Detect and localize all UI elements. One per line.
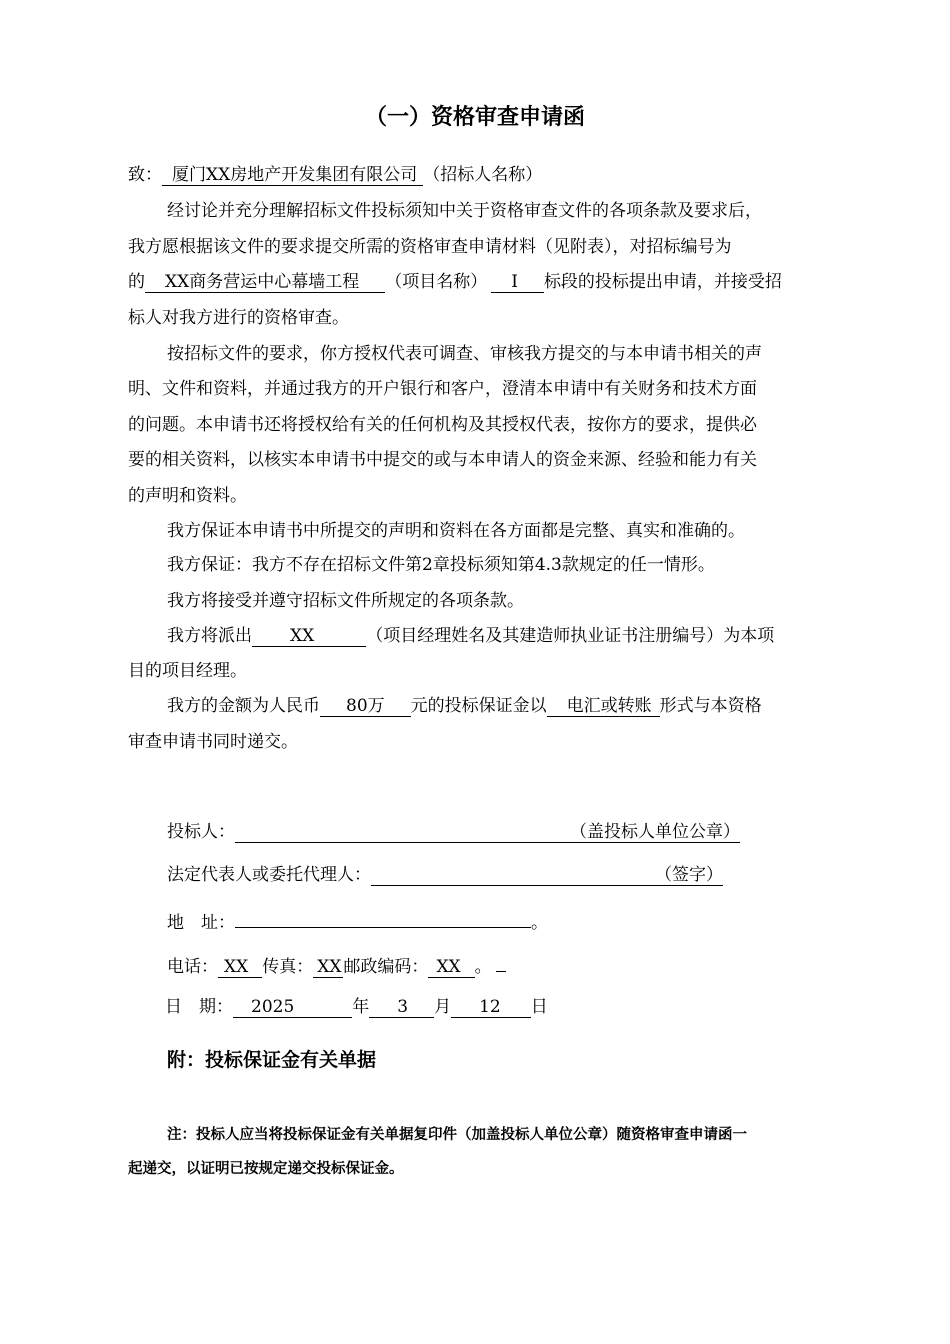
date-line [165,995,548,1019]
p6-a: 我方将派出 [167,626,252,646]
month-unit: 月 [434,997,452,1017]
p6-line2: 目的项目经理。 [128,661,247,681]
p2-line2: 明、文件和资料，并通过我方的开户银行和客户，澄清本申请中有关财务和技术方面 [128,379,757,399]
p1-line3-b: （项目名称） [385,272,488,292]
address-field [235,907,531,928]
p1-line2: 我方愿根据该文件的要求提交所需的资格审查申请材料（见附表），对招标编号为 [128,237,732,257]
addr-label: 地 址： [167,913,235,933]
project-manager: XX [252,626,366,647]
p1-line4: 标人对我方进行的资格审查。 [128,308,349,328]
attachment-heading: 附：投标保证金有关单据 [167,1049,377,1071]
address-line [167,907,548,935]
tel-value: XX [218,957,262,978]
p7-line1 [167,694,762,718]
note-line1: 注：投标人应当将投标保证金有关单据复印件（加盖投标人单位公章）随资格审查申请函一 [167,1127,747,1143]
p1-line3-c: 标段的投标提出申请，并接受招 [543,272,782,292]
representative-field [371,865,723,886]
bidder-label: 投标人： [167,822,235,842]
bid-bond-amount: 80万 [320,696,411,717]
bidder-note: （盖投标人单位公章） [570,822,740,842]
addr-end: 。 [531,913,548,933]
day-unit: 日 [530,997,548,1017]
date-label: 日 期： [165,997,233,1017]
contact-line [167,951,506,979]
p2-line1: 按招标文件的要求，你方授权代表可调查、审核我方提交的与本申请书相关的声 [167,344,762,364]
day-value: 12 [451,997,531,1018]
p3: 我方保证本申请书中所提交的声明和资料在各方面都是完整、真实和准确的。 [167,521,745,541]
p6-b: （项目经理姓名及其建造师执业证书注册编号）为本项 [366,626,775,646]
post-value: XX [428,957,474,978]
company-name: 厦门XX房地产开发集团有限公司 [162,165,423,186]
p2-line5: 的声明和资料。 [128,486,247,506]
p1-line3 [128,270,782,294]
fax-value: XX [313,957,343,978]
representative-line [167,863,723,887]
p2-line3: 的问题。本申请书还将授权给有关的任何机构及其授权代表，按你方的要求，提供必 [128,415,757,435]
rep-label: 法定代表人或委托代理人： [167,865,371,885]
contact-blank [496,951,506,972]
payment-method: 电汇或转账 [547,696,660,717]
fax-label: 传真： [262,957,314,977]
addressee-line [128,163,542,187]
project-name: XX商务营运中心幕墙工程 [145,272,385,293]
p7-a: 我方的金额为人民币 [167,696,320,716]
bidder-line [167,820,740,844]
p1-line3-a: 的 [128,272,145,292]
p1-line1: 经讨论并充分理解招标文件投标须知中关于资格审查文件的各项条款及要求后， [167,201,762,221]
contact-end: 。 [474,957,492,977]
note-line2: 起递交，以证明已按规定递交投标保证金。 [128,1161,404,1177]
p7-b: 元的投标保证金以 [410,696,547,716]
p6-line1 [167,624,774,648]
p4: 我方保证：我方不存在招标文件第2章投标须知第4.3款规定的任一情形。 [167,555,715,575]
post-label: 邮政编码： [343,957,429,977]
to-prefix: 致： [128,165,162,185]
month-value: 3 [369,997,434,1018]
bidder-field [235,822,740,843]
tel-label: 电话： [167,957,218,977]
to-suffix: （招标人名称） [423,165,543,185]
rep-note: （签字） [655,865,723,885]
p7-c: 形式与本资格 [659,696,762,716]
p7-line2: 审查申请书同时递交。 [128,732,298,752]
section-number: I [491,272,544,293]
year-unit: 年 [352,997,370,1017]
year-value: 2025 [233,997,352,1018]
p5: 我方将接受并遵守招标文件所规定的各项条款。 [167,591,524,611]
page-title: （一）资格审查申请函 [364,105,585,130]
p2-line4: 要的相关资料，以核实本申请书中提交的或与本申请人的资金来源、经验和能力有关 [128,450,757,470]
